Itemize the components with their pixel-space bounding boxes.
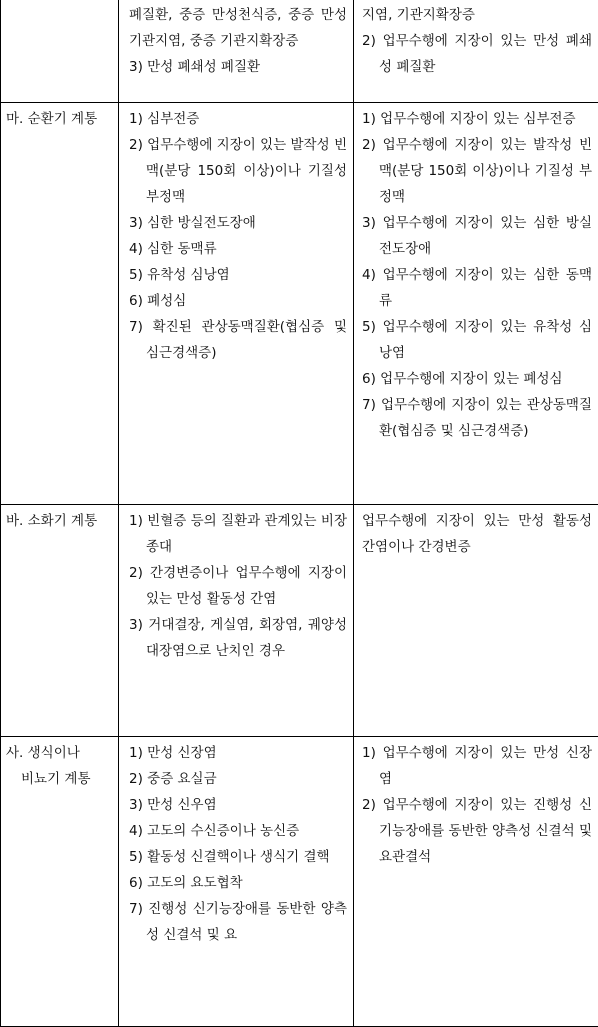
criteria-item: 업무수행에 지장이 있는 만성 활동성 간염이나 간경변증 — [362, 508, 592, 560]
criteria-item: 5) 유착성 심낭염 — [129, 262, 347, 288]
criteria-item: 2) 업무수행에 지장이 있는 발작성 빈맥(분당 150회 이상)이나 기질성 부정맥 — [129, 132, 347, 210]
criteria-item: 6) 업무수행에 지장이 있는 폐성심 — [362, 366, 592, 392]
disqualification-criteria-cell — [119, 505, 354, 737]
criteria-item: 3) 거대결장, 게실염, 회장염, 궤양성 대장염으로 난치인 경우 — [129, 612, 347, 664]
criteria-item: 1) 업무수행에 지장이 있는 심부전증 — [362, 106, 592, 132]
criteria-item: 3) 만성 폐쇄성 폐질환 — [129, 54, 347, 80]
criteria-table-body — [1, 0, 598, 1027]
criteria-item: 6) 폐성심 — [129, 288, 347, 314]
work-restriction-criteria-cell — [354, 505, 598, 737]
criteria-item: 2) 중증 요실금 — [129, 766, 347, 792]
disqualification-criteria-cell — [119, 0, 354, 103]
criteria-item: 2) 간경변증이나 업무수행에 지장이 있는 만성 활동성 간염 — [129, 560, 347, 612]
disqualification-criteria-cell — [119, 103, 354, 505]
criteria-item: 4) 고도의 수신증이나 농신증 — [129, 818, 347, 844]
criteria-item: 3) 심한 방실전도장애 — [129, 210, 347, 236]
criteria-item: 5) 업무수행에 지장이 있는 유착성 심낭염 — [362, 314, 592, 366]
criteria-item: 5) 활동성 신결핵이나 생식기 결핵 — [129, 844, 347, 870]
criteria-item: 1) 만성 신장염 — [129, 740, 347, 766]
category-label: 마. 순환기 계통 — [6, 106, 114, 132]
criteria-item: 1) 빈혈증 등의 질환과 관계있는 비장종대 — [129, 508, 347, 560]
category-label: 비뇨기 계통 — [6, 766, 114, 792]
work-restriction-criteria-cell — [354, 737, 598, 1027]
criteria-item: 2) 업무수행에 지장이 있는 발작성 빈맥(분당 150회 이상)이나 기질성 부정맥 — [362, 132, 592, 210]
table-row — [1, 103, 598, 505]
table-row — [1, 505, 598, 737]
work-restriction-criteria-cell — [354, 0, 598, 103]
criteria-item: 6) 고도의 요도협착 — [129, 870, 347, 896]
disqualification-criteria-cell — [119, 737, 354, 1027]
category-label: 바. 소화기 계통 — [6, 508, 114, 534]
work-restriction-criteria-cell — [354, 103, 598, 505]
category-label: 사. 생식이나 — [6, 740, 114, 766]
criteria-item: 7) 진행성 신기능장애를 동반한 양측성 신결석 및 요 — [129, 896, 347, 948]
table-row — [1, 0, 598, 103]
criteria-item: 2) 업무수행에 지장이 있는 만성 폐쇄성 폐질환 — [362, 28, 592, 80]
category-cell — [1, 505, 119, 737]
criteria-item: 1) 업무수행에 지장이 있는 만성 신장염 — [362, 740, 592, 792]
criteria-item: 3) 만성 신우염 — [129, 792, 347, 818]
category-cell — [1, 0, 119, 103]
criteria-item: 3) 업무수행에 지장이 있는 심한 방실전도장애 — [362, 210, 592, 262]
criteria-item: 폐질환, 중증 만성천식증, 중증 만성기관지염, 중증 기관지확장증 — [129, 2, 347, 54]
category-cell — [1, 103, 119, 505]
criteria-item: 4) 업무수행에 지장이 있는 심한 동맥류 — [362, 262, 592, 314]
criteria-item: 7) 업무수행에 지장이 있는 관상동맥질환(협심증 및 심근경색증) — [362, 392, 592, 444]
criteria-item: 7) 확진된 관상동맥질환(협심증 및 심근경색증) — [129, 314, 347, 366]
criteria-item: 2) 업무수행에 지장이 있는 진행성 신기능장애를 동반한 양측성 신결석 및 요관결석 — [362, 792, 592, 870]
table-row — [1, 737, 598, 1027]
criteria-item: 4) 심한 동맥류 — [129, 236, 347, 262]
criteria-item: 지염, 기관지확장증 — [362, 2, 592, 28]
category-cell — [1, 737, 119, 1027]
criteria-item: 1) 심부전증 — [129, 106, 347, 132]
